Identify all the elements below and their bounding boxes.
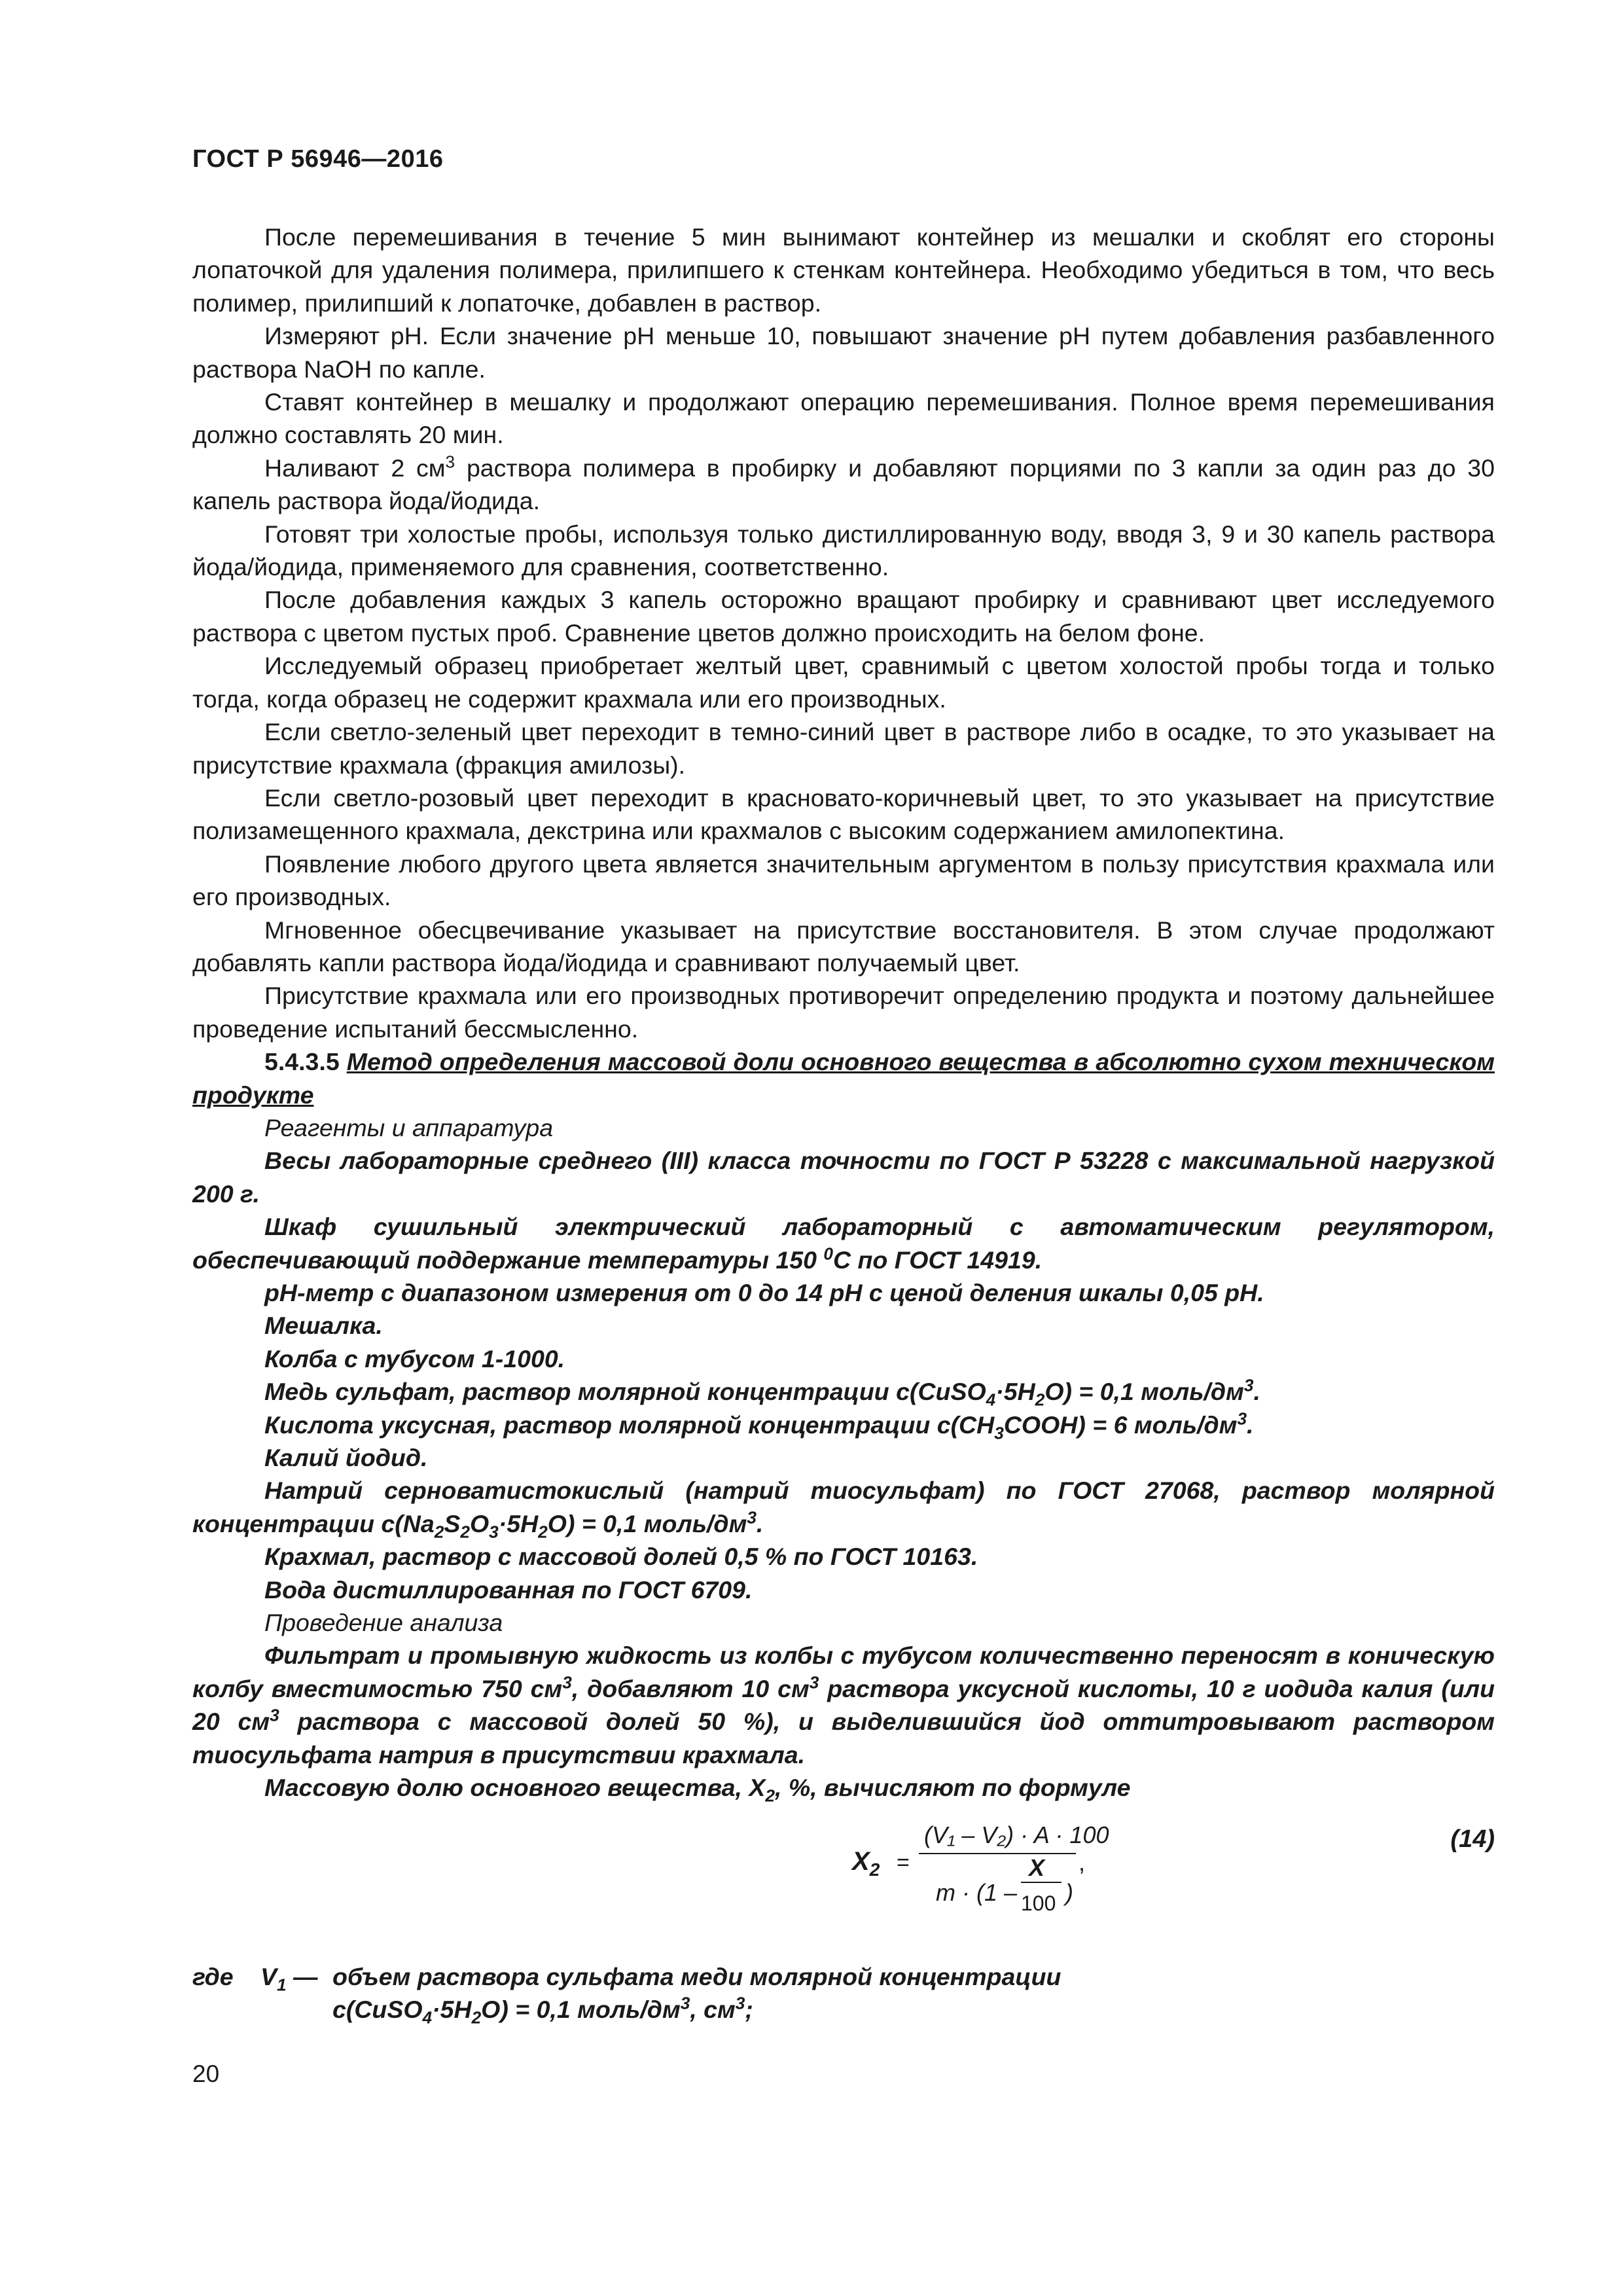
inner-denominator: 100 [1021, 1891, 1056, 1915]
formula-variable: X [852, 1846, 870, 1876]
paragraph: Присутствие крахмала или его производных противоречит определению продукта и поэтому дальнейшее проведение испытаний бессмысленно. [192, 982, 1495, 1043]
formula-number: (14) [1450, 1825, 1495, 1853]
formula-comma: , [1079, 1848, 1086, 1876]
document-header: ГОСТ Р 56946—2016 [192, 145, 444, 173]
inner-fraction-bar [1021, 1882, 1061, 1883]
paragraph [192, 452, 1495, 518]
section-number: 5.4.3.5 [264, 1048, 340, 1076]
subscript: 2 [869, 1859, 880, 1880]
subscript: 1 [277, 1975, 287, 1994]
paragraph: Готовят три холостые пробы, используя только дистиллированную воду, вводя 3, 9 и 30 капель раствора йода/йодида, применяемого для сравнения, соответственно. [192, 520, 1495, 581]
subscript: 2 [434, 1522, 444, 1542]
fraction-bar [919, 1853, 1076, 1854]
subscript: 2 [765, 1785, 775, 1806]
subscript: 2 [538, 1522, 548, 1542]
superscript: 3 [735, 1993, 745, 2013]
text-run: Медь сульфат, раствор молярной концентрации c(CuSO [264, 1378, 986, 1406]
paragraph: Если светло-розовый цвет переходит в красновато-коричневый цвет, то это указывает на присутствие полизамещенного крахмала, декстрина или крахмалов с высоким содержанием амилопектина. [192, 783, 1495, 845]
text-run: O [469, 1509, 490, 1537]
reagent-item: Калий йодид. [264, 1444, 428, 1472]
paragraph: Измеряют pH. Если значение pH меньше 10, повышают значение pH путем добавления разбавленного раствора NaOH по капле. [192, 322, 1495, 383]
text-run: Фильтрат и промывную жидкость из колбы с тубусом количественно переносят в коническую колбу вместимостью 750 см [192, 1641, 1495, 1702]
superscript: 3 [1243, 1375, 1254, 1395]
paragraph: Если светло-зеленый цвет переходит в темно-синий цвет в растворе либо в осадке, то это указывает на присутствие крахмала (фракция амилозы). [192, 718, 1495, 779]
superscript: 3 [1237, 1408, 1247, 1429]
page-number: 20 [192, 2060, 220, 2087]
analysis-paragraph [192, 1771, 1495, 1804]
subscript: 2 [1035, 1390, 1045, 1410]
subscript: 4 [986, 1390, 996, 1410]
text-run: Шкаф сушильный электрический лабораторный с автоматическим регулятором, обеспечивающий поддержание температуры 150 [192, 1213, 1495, 1274]
text-run: O) = 0,1 моль/дм [1044, 1378, 1244, 1406]
text-run: С по ГОСТ 14919. [833, 1246, 1043, 1274]
reagent-item: Весы лабораторные среднего (III) класса точности по ГОСТ Р 53228 с максимальной нагрузкой 200 г. [192, 1147, 1495, 1208]
formula-numerator: (V₁ – V₂) · A · 100 [924, 1821, 1109, 1848]
reagent-item [192, 1210, 1495, 1276]
reagent-item: Вода дистиллированная по ГОСТ 6709. [264, 1575, 753, 1604]
reagent-item: Колба с тубусом 1-1000. [264, 1344, 565, 1372]
superscript: 0 [823, 1244, 834, 1264]
text-run: c(CuSO [332, 1995, 423, 2023]
subscript: 4 [422, 2007, 433, 2027]
text-run: , добавляют 10 см [571, 1674, 810, 1702]
where-label: где [192, 1962, 234, 1990]
text-run: ·5H [498, 1509, 539, 1537]
paragraph: Появление любого другого цвета является значительным аргументом в пользу присутствия крахмала или его производных. [192, 850, 1495, 911]
text-run: , %, вычисляют по формуле [774, 1774, 1131, 1802]
document-body [192, 221, 1495, 2026]
text-run: O) = 0,1 моль/дм [481, 1995, 681, 2023]
superscript: 3 [747, 1507, 757, 1528]
text-run: ·5H [995, 1378, 1035, 1406]
definition-text [332, 1993, 753, 2026]
definition-row [192, 1960, 1495, 1993]
paragraph: Исследуемый образец приобретает желтый цвет, сравнимый с цветом холостой пробы тогда и только тогда, когда образец не содержит крахмала или его производных. [192, 652, 1495, 713]
inner-numerator: X [1029, 1854, 1045, 1881]
text-run: Наливают 2 см [264, 454, 446, 482]
subheading-analysis: Проведение анализа [264, 1609, 503, 1637]
superscript: 3 [680, 1993, 690, 2013]
text-run: раствора уксусной кислоты, 10 г иодида калия (или 20 см [192, 1674, 1495, 1736]
definition-text: объем раствора сульфата меди молярной концентрации [332, 1962, 1061, 1990]
superscript: 3 [270, 1705, 279, 1725]
text-run: раствора с массовой долей 50 %), и выделившийся йод оттитровывают раствором тиосульфата натрия в присутствии крахмала. [192, 1708, 1495, 1768]
text-run: Массовую долю основного вещества, X [264, 1774, 766, 1802]
analysis-paragraph [192, 1639, 1495, 1771]
formula-equals: = [897, 1850, 910, 1875]
variable-definition [192, 1960, 1495, 2026]
subscript: 2 [460, 1522, 470, 1542]
superscript: 3 [809, 1672, 819, 1693]
text-run: раствора полимера в пробирку и добавляют порциями по 3 капли за один раз до 30 капель раствора йода/йодида. [192, 454, 1495, 515]
reagent-item: Мешалка. [264, 1312, 383, 1340]
paragraph: Ставят контейнер в мешалку и продолжают операцию перемешивания. Полное время перемешивания должно составлять 20 мин. [192, 388, 1495, 449]
text-run: Кислота уксусная, раствор молярной концентрации c(CH [264, 1410, 995, 1439]
definition-row [192, 1993, 1495, 2026]
reagent-item: Натрий серноватистокислый (натрий тиосульфат) по ГОСТ 27068, раствор молярной концентрации $c(Na_2S_2O_3\cdot 5H_2O) = 0,1$ моль/$дм^3$. [192, 1477, 1495, 1542]
subscript: 2 [471, 2007, 482, 2027]
paragraph: Мгновенное обесцвечивание указывает на присутствие восстановителя. В этом случае продолжают добавлять капли раствора йода/йодида и сравнивают получаемый цвет. [192, 916, 1495, 977]
reagent-item: Крахмал, раствор с массовой долей 0,5 % по ГОСТ 10163. [264, 1543, 978, 1571]
text-run: — [293, 1962, 318, 1990]
formula-block [192, 1819, 1495, 1956]
formula-lhs [852, 1845, 880, 1878]
reagent-item: Медь сульфат, раствор молярной концентрации $c(CuSO_4\cdot 5H_2O) = 0,1$ моль/$дм^3$. [264, 1375, 1260, 1410]
text-run: S [444, 1509, 461, 1537]
text-run: ·5H [432, 1995, 472, 2023]
text-run: , см [690, 1995, 736, 2023]
text-run: COOH) = 6 моль/дм [1003, 1410, 1238, 1439]
text-run: O) = 0,1 моль/дм [547, 1509, 747, 1537]
subscript: 3 [994, 1423, 1004, 1443]
text-run: m · (1 – [936, 1878, 1018, 1906]
paragraph: После добавления каждых 3 капель осторожно вращают пробирку и сравнивают цвет исследуемого раствора с цветом пустых проб. Сравнение цветов должно происходить на белом фоне. [192, 586, 1495, 647]
text-run: V [260, 1962, 277, 1990]
subscript: 3 [489, 1522, 499, 1542]
definition-variable [260, 1960, 318, 1993]
section-heading [192, 1045, 1495, 1111]
text-run: Натрий серноватистокислый (натрий тиосульфат) по ГОСТ 27068, раствор молярной концентрации c(Na [192, 1477, 1495, 1537]
section-title: Метод определения массовой доли основного вещества в абсолютно сухом техническом продукте [192, 1048, 1495, 1109]
superscript: 3 [445, 452, 455, 472]
paragraph: После перемешивания в течение 5 мин вынимают контейнер из мешалки и скоблят его стороны лопаточкой для удаления полимера, прилипшего к стенкам контейнера. Необходимо убедиться в том, что весь полимер, прилипший к лопаточке, добавлен в раствор. [192, 223, 1495, 317]
text-run: ) [1065, 1878, 1074, 1906]
text-run: ; [745, 1995, 753, 2023]
reagent-item: pH-метр с диапазоном измерения от 0 до 14 pH с ценой деления шкалы 0,05 pH. [264, 1279, 1264, 1306]
reagent-item: Кислота уксусная, раствор молярной концентрации $c(CH_3COOH) = 6$ моль/$дм^3$. [264, 1408, 1254, 1443]
superscript: 3 [562, 1672, 572, 1693]
subheading-reagents: Реагенты и аппаратура [264, 1113, 554, 1141]
